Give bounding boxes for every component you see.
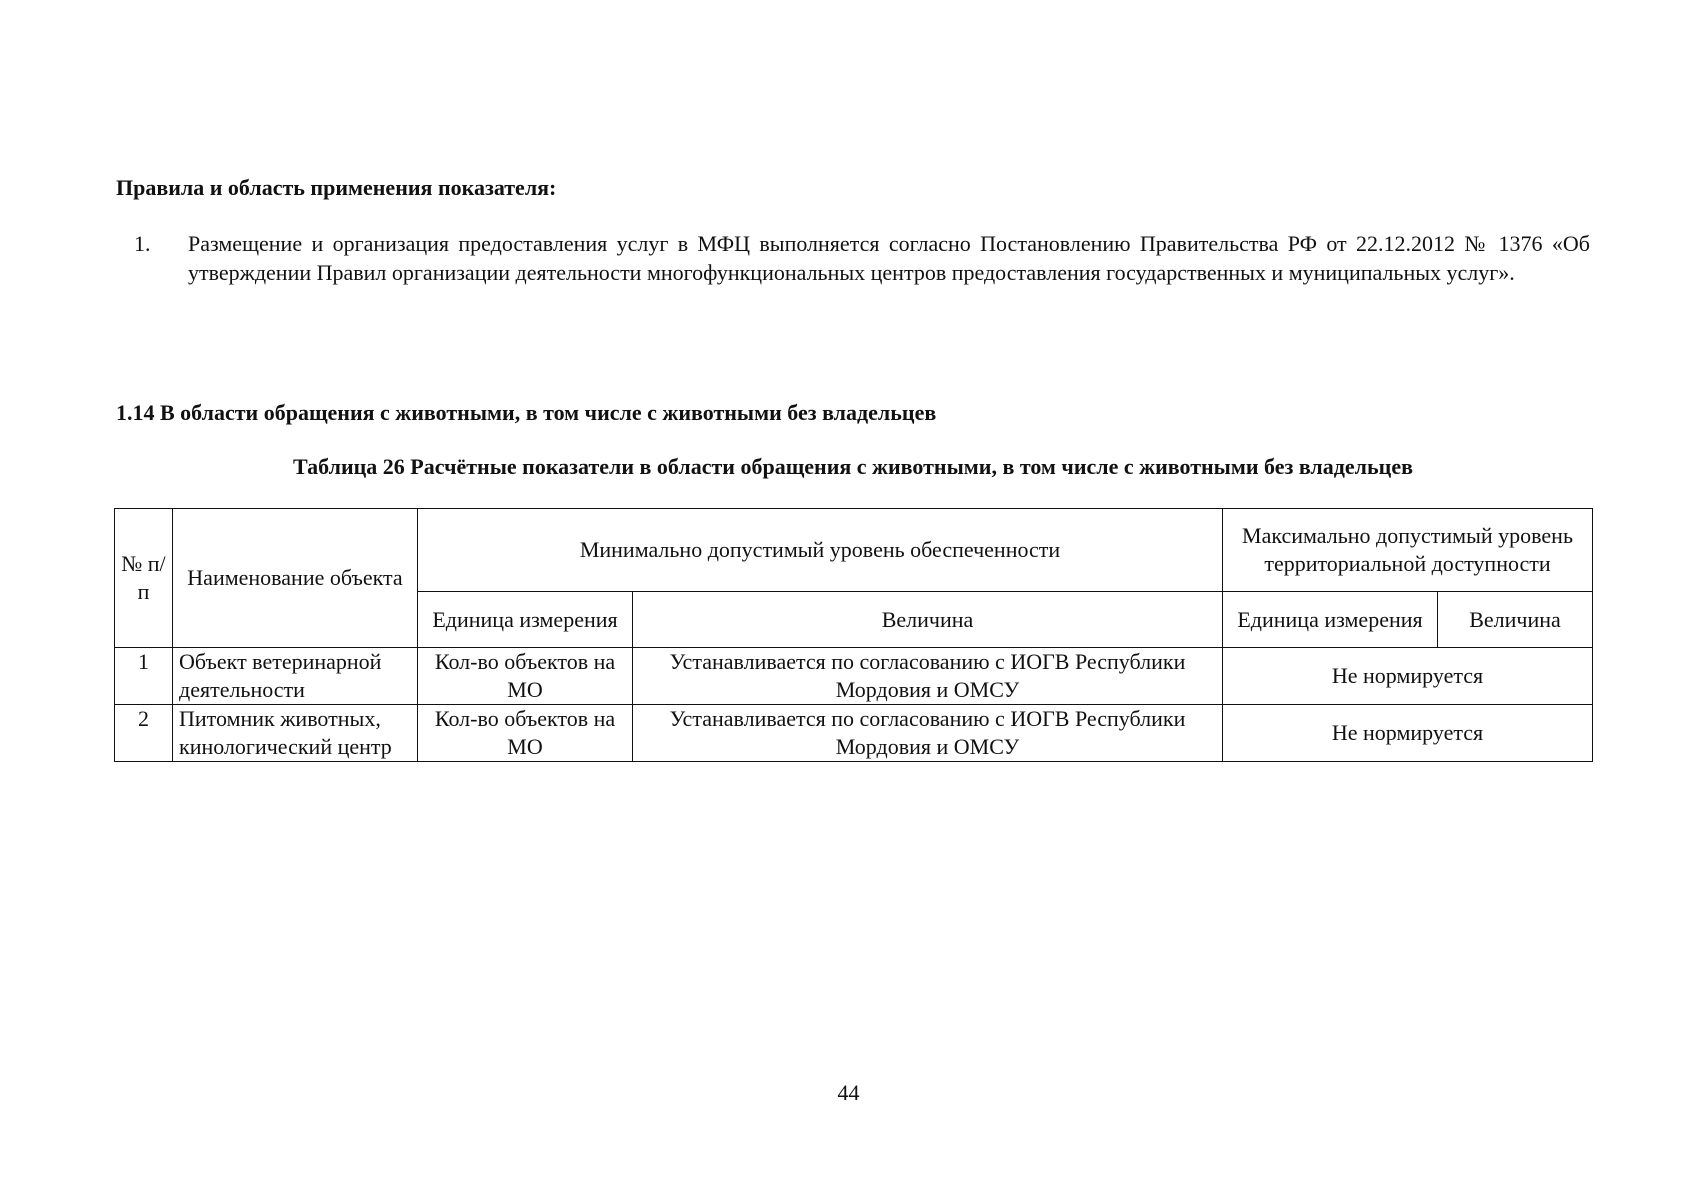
- row-value: Устанавливается по согласованию с ИОГВ Республики Мордовия и ОМСУ: [633, 648, 1223, 705]
- header-unit-2: Единица измерения: [1223, 592, 1438, 648]
- row-value: Устанавливается по согласованию с ИОГВ Республики Мордовия и ОМСУ: [633, 705, 1223, 762]
- page-number: 44: [837, 1080, 860, 1105]
- row-num: 2: [115, 705, 173, 762]
- table-row: [115, 648, 1593, 705]
- table-caption: Таблица 26 Расчётные показатели в области обращения с животными, в том числе с животными без владельцев: [293, 454, 1413, 479]
- row-unit: Кол-во объектов на МО: [418, 648, 633, 705]
- header-min-level: Минимально допустимый уровень обеспеченности: [418, 509, 1223, 592]
- row-max: Не нормируется: [1223, 705, 1593, 762]
- rules-list: [116, 229, 1590, 287]
- row-max: Не нормируется: [1223, 648, 1593, 705]
- rules-list-item: [116, 229, 1590, 287]
- header-value-2: Величина: [1438, 592, 1593, 648]
- indicator-table: [114, 508, 1593, 762]
- header-max-level: Максимально допустимый уровень территориальной доступности: [1223, 509, 1593, 592]
- row-name: Объект ветеринарной деятельности: [173, 648, 418, 705]
- row-name: Питомник животных, кинологический центр: [173, 705, 418, 762]
- table-row: [115, 705, 1593, 762]
- header-unit: Единица измерения: [418, 592, 633, 648]
- header-name: Наименование объекта: [173, 509, 418, 648]
- rules-item-number: 1.: [134, 231, 151, 256]
- header-num: № п/п: [115, 509, 173, 648]
- header-value: Величина: [633, 592, 1223, 648]
- section-heading: 1.14 В области обращения с животными, в том числе с животными без владельцев: [116, 400, 937, 425]
- table-header-row: [115, 509, 1593, 592]
- rules-heading: Правила и область применения показателя:: [116, 175, 557, 200]
- row-num: 1: [115, 648, 173, 705]
- row-unit: Кол-во объектов на МО: [418, 705, 633, 762]
- rules-item-text: Размещение и организация предоставления услуг в МФЦ выполняется согласно Постановлению Правительства РФ от 22.12.2012 № 1376 «Об утверждении Правил организации деятельности многофункциональных центров предоставления государственных и муниципальных услуг».: [188, 231, 1590, 285]
